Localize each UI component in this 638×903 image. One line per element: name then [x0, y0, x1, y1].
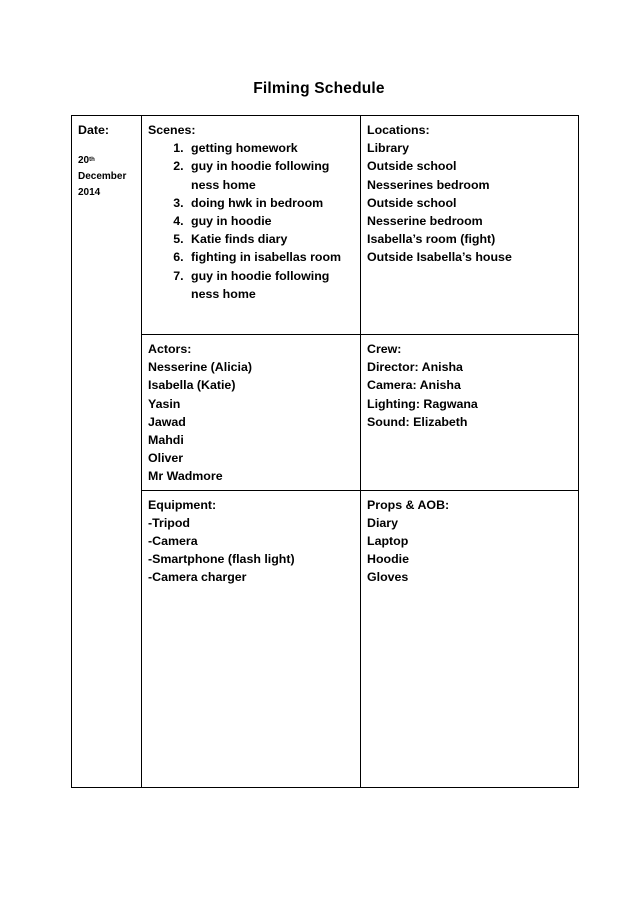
list-item: Laptop [367, 534, 409, 549]
list-item: Mahdi [148, 433, 184, 448]
page-title: Filming Schedule [253, 80, 385, 97]
equipment-label: Equipment: [148, 497, 217, 512]
date-label: Date: [78, 123, 109, 137]
props-cell [361, 490, 579, 787]
list-item: 1. getting homework [187, 139, 355, 157]
list-item: -Tripod [148, 515, 190, 530]
table-row [72, 335, 579, 491]
schedule-table [71, 115, 579, 788]
list-item: Gloves [367, 570, 409, 585]
scenes-list [148, 139, 355, 303]
date-year: 2014 [78, 187, 101, 199]
list-item: 2. guy in hoodie following ness home [187, 157, 355, 193]
list-item: -Camera charger [148, 570, 247, 585]
crew-label: Crew: [367, 342, 402, 356]
list-item: Library [367, 141, 410, 156]
list-item: Outside school [367, 159, 457, 174]
scenes-label: Scenes: [148, 123, 196, 137]
crew-cell [361, 335, 579, 491]
table-row [72, 116, 579, 335]
actors-cell [142, 335, 361, 491]
list-item: 5. Katie finds diary [187, 230, 355, 248]
date-day-suffix: th [89, 157, 95, 164]
list-item: 6. fighting in isabellas room [187, 248, 355, 266]
list-item: Camera: Anisha [367, 378, 461, 393]
scenes-cell [142, 116, 361, 335]
list-item: 3. doing hwk in bedroom [187, 194, 355, 212]
list-item: Isabella (Katie) [148, 378, 236, 393]
list-item: Diary [367, 515, 398, 530]
list-item: Outside school [367, 195, 457, 210]
list-item: Isabella’s room (fight) [367, 232, 496, 247]
date-cell [72, 116, 142, 788]
list-item: Yasin [148, 396, 181, 411]
list-item: -Smartphone (flash light) [148, 552, 295, 567]
list-item: Nesserine bedroom [367, 214, 483, 229]
list-item: Jawad [148, 414, 186, 429]
list-item: Director: Anisha [367, 360, 463, 375]
list-item: Nesserines bedroom [367, 177, 490, 192]
table-row [72, 490, 579, 787]
locations-cell [361, 116, 579, 335]
list-item: Mr Wadmore [148, 469, 223, 484]
list-item: 7. guy in hoodie following ness home [187, 267, 355, 303]
date-day: 20th [78, 155, 95, 167]
date-month: December [78, 171, 127, 183]
date-value [78, 139, 136, 201]
actors-label: Actors: [148, 342, 192, 356]
list-item: Hoodie [367, 552, 409, 567]
props-label: Props & AOB: [367, 497, 450, 512]
list-item: 4. guy in hoodie [187, 212, 355, 230]
equipment-cell [142, 490, 361, 787]
list-item: Oliver [148, 451, 184, 466]
list-item: Outside Isabella’s house [367, 250, 512, 265]
list-item: -Camera [148, 534, 198, 549]
list-item: Sound: Elizabeth [367, 414, 468, 429]
locations-label: Locations: [367, 123, 430, 137]
list-item: Lighting: Ragwana [367, 396, 478, 411]
list-item: Nesserine (Alicia) [148, 360, 252, 375]
